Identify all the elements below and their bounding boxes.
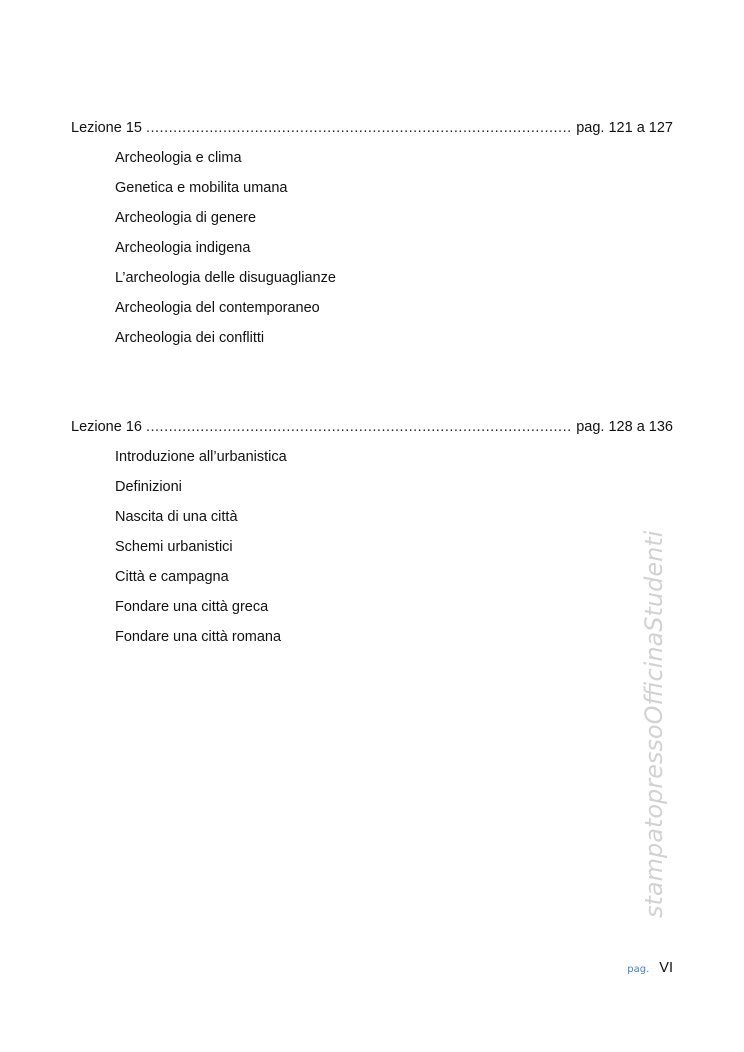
topic-item: Archeologia e clima	[115, 150, 242, 166]
dot-leader	[146, 417, 572, 437]
watermark: stampatopressoOfficinaStudenti	[640, 530, 668, 918]
page-range: pag. 121 a 127	[576, 120, 673, 136]
topic-item: Schemi urbanistici	[115, 539, 233, 555]
topic-list-lezione-16	[115, 447, 287, 657]
topic-item: Nascita di una città	[115, 509, 238, 525]
toc-entry-lezione-16[interactable]	[71, 417, 673, 437]
topic-list-lezione-15	[115, 148, 336, 358]
topic-item: Fondare una città romana	[115, 629, 282, 645]
topic-item: Introduzione all’urbanistica	[115, 449, 287, 465]
footer-page-label: pag.	[627, 964, 650, 975]
page-range: pag. 128 a 136	[576, 419, 673, 435]
lesson-title: Lezione 16	[71, 419, 142, 435]
topic-item: L’archeologia delle disuguaglianze	[115, 270, 336, 286]
topic-item: Genetica e mobilita umana	[115, 180, 288, 196]
topic-item: Archeologia dei conflitti	[115, 330, 265, 346]
topic-item: Città e campagna	[115, 569, 229, 585]
topic-item: Archeologia del contemporaneo	[115, 300, 320, 316]
page-footer	[627, 960, 673, 976]
topic-item: Fondare una città greca	[115, 599, 269, 615]
topic-item: Definizioni	[115, 479, 182, 495]
toc-entry-lezione-15[interactable]	[71, 118, 673, 138]
topic-item: Archeologia di genere	[115, 210, 257, 226]
dot-leader	[146, 118, 572, 138]
footer-page-number: VI	[659, 960, 673, 976]
topic-item: Archeologia indigena	[115, 240, 251, 256]
lesson-title: Lezione 15	[71, 120, 142, 136]
